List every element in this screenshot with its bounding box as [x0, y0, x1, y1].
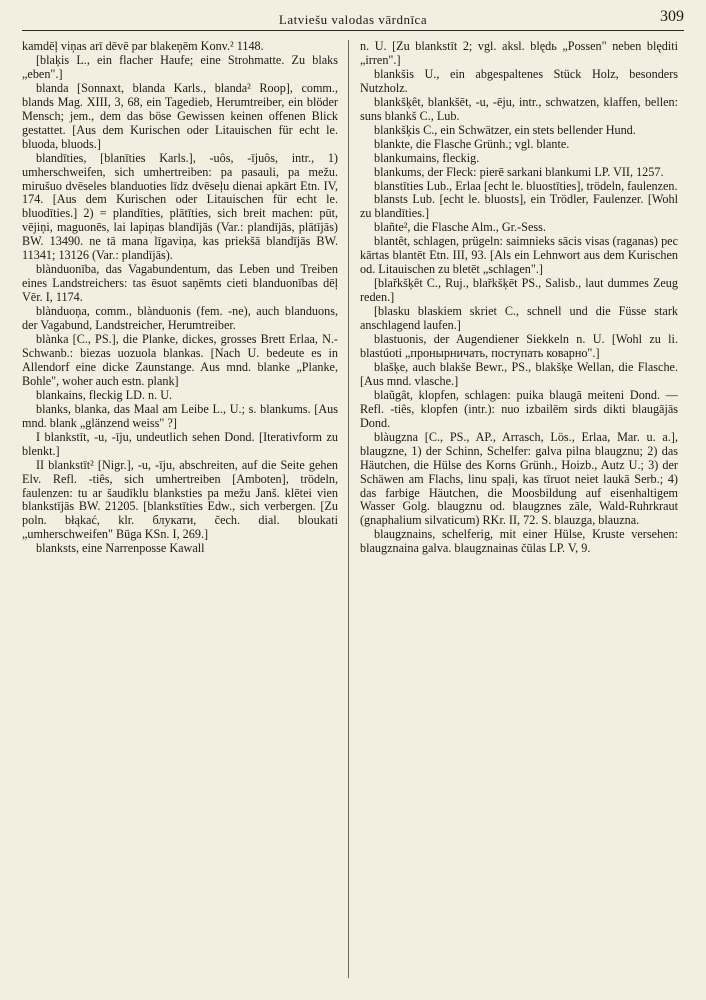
right-column [360, 40, 678, 978]
dictionary-entry: [blaķis L., ein flacher Haufe; eine Strohmatte. Zu blaks „eben".] [22, 52, 338, 81]
dictionary-entry: blanksts, eine Narrenposse Kawall [36, 541, 205, 556]
running-title: Latviešu valodas vārdnīca [278, 12, 428, 27]
dictionary-entry: blànduoņa, comm., blànduonis (fem. -ne), auch blanduons, der Vagabund, Landstreicher, Herumtreiber. [22, 304, 338, 333]
dictionary-entry: blankšķêt, blankšēt, -u, -ēju, intr., schwatzen, klaffen, bellen: suns blankš C., Lub. [360, 94, 678, 123]
dictionary-entry: blànka [C., PS.], die Planke, dickes, grosses Brett Erlaa, N.-Schwanb.: biezas uozuola blankas. [Nach U. bedeute es in Allendorf eine dicke Zaunstange. Aus mnd. blanke „Planke, Bohle", woher auch estn. plank] [22, 332, 338, 388]
dictionary-entry: blaũgât, klopfen, schlagen: puika blaugā meiteni Dond. — Refl. -tiês, klopfen (intr.): nuo izbailēm sirds dikti blaugājās Dond. [360, 387, 678, 430]
dictionary-entry: blandīties, [blanīties Karls.], -uôs, -ījuôs, intr., 1) umherschweifen, sich umhertreiben: pa pasauli, pa mežu. mirušuo dvēseles blanduoties līdz dvēseļu dienai apkārt Etn. IV, 174. [Aus dem Kurischen oder Litauischen für echt le. bluodīties.] 2) = plandīties, plātīties, sich breit machen: pūt, vējiņi, maguonēs, lai lapiņas blandījās (Var.: plandījās, plātījās) BW. 13490. ne tā mana līgaviņa, kas priekšā blandījās BW. 11341; 13126 (Var.: plandījās). [22, 150, 338, 263]
dictionary-entry: blankains, fleckig LD. n. U. [36, 387, 173, 402]
dictionary-entry: blankumains, fleckig. [374, 150, 480, 165]
dictionary-entry: blankšķis C., ein Schwätzer, ein stets bellender Hund. [374, 122, 636, 137]
dictionary-entry: [blasku blaskiem skriet C., schnell und die Füsse stark anschlagend laufen.] [360, 304, 678, 333]
page-header [22, 6, 684, 31]
dictionary-entry: blanstīties Lub., Erlaa [echt le. bluostīties], trödeln, faulenzen. [374, 178, 678, 193]
dictionary-entry: kamdēļ viņas arī dēvē par blakeņēm Konv.² 1148. [22, 40, 264, 53]
dictionary-entry: blankšis U., ein abgespaltenes Stück Holz, besonders Nutzholz. [360, 66, 678, 95]
dictionary-entry: blàugzna [C., PS., AP., Arrasch, Lös., Erlaa, Mar. u. a.], blaugzne, 1) der Schinn, Schelfer: galva pilna blaugznu; 2) das Häutchen, die Hülse des Korns Grünh., Hoizb., Autz U.; 3) der Schäwen am Flachs, linu spaļi, kas tīruot neiet laukā Serb.; 4) das farbige Häutchen, die Moosbildung auf eisenhaltigem Wasser Golg. blaugznu od. blaugznes zāle, Wald-Ruhrkraut (gnaphalium silvaticum) RKr. II, 72. S. blauzga, blauzna. [360, 429, 678, 528]
dictionary-entry: blaugznains, schelferig, mit einer Hülse, Kruste versehen: blaugznaina galva. blaugznainas čūlas LP. V, 9. [360, 527, 678, 556]
page-number: 309 [660, 8, 684, 25]
dictionary-entry: blanks, blanka, das Maal am Leibe L., U.; s. blankums. [Aus mnd. blank „glänzend weiss" ?] [22, 401, 338, 430]
dictionary-entry: blànduonība, das Vagabundentum, das Leben und Treiben eines Landstreichers: tas ēsuot saņēmts cieti blanduonības dēļ Vēr. I, 1174. [22, 262, 338, 305]
dictionary-entry: n. U. [Zu blankstīt 2; vgl. aksl. blędь „Possen" neben blęditi „irren".] [360, 40, 678, 67]
dictionary-entry: blastuonis, der Augendiener Siekkeln n. U. [Wohl zu li. blastúoti „пронырничать, поступать коварно".] [360, 332, 678, 360]
dictionary-entry: blañte², die Flasche Alm., Gr.-Sess. [374, 220, 546, 235]
dictionary-entry: [blařkšķêt C., Ruj., blařkšķēt PS., Salisb., laut dummes Zeug reden.] [360, 276, 678, 305]
dictionary-entry: blansts Lub. [echt le. bluosts], ein Trödler, Faulenzer. [Wohl zu blandīties.] [360, 192, 678, 221]
dictionary-entry: II blankstīt² [Nigr.], -u, -īju, abschreiten, auf die Seite gehen Elv. Refl. -tiês, sich umhertreiben [Amboten], trödeln, faulenzen: tu ar šaudīklu blanksties pa mežu Janš. klētei vien blankstījās BW. 21205. [blankstīties Edw., sich verbergen. [Zu poln. błąkać, klr. блукати, čech. dial. bloukati „umherschweifen" Būga KSn. I, 269.] [22, 457, 338, 542]
left-column [22, 40, 338, 978]
column-divider [348, 40, 349, 978]
dictionary-entry: blankte, die Flasche Grünh.; vgl. blante. [374, 136, 570, 151]
dictionary-entry: blantêt, schlagen, prügeln: saimnieks sācis visas (raganas) pec kārtas blantēt Etn. III, 93. [Als ein Lehnwort aus dem Kurischen od. Litauischen zu bletēt „schlagen".] [360, 234, 678, 277]
dictionary-entry: blašķe, auch blakše Bewr., PS., blakšķe Wellan, die Flasche. [Aus mnd. vlasche.] [360, 359, 678, 388]
dictionary-entry: I blankstīt, -u, -īju, undeutlich sehen Dond. [Iterativform zu blenkt.] [22, 429, 338, 458]
dictionary-entry: blankums, der Fleck: pierē sarkani blankumi LP. VII, 1257. [374, 164, 664, 179]
dictionary-entry: blanda [Sonnaxt, blanda Karls., blanda² Roop], comm., blands Mag. XIII, 3, 68, ein Tagedieb, Herumtreiber, ein blöder Mensch; jem., dem das böse Gewissen keinen offenen Blick gestattet. [Aus dem Kurischen oder Litauischen für echt le. bluoda, bluods.] [22, 80, 338, 151]
